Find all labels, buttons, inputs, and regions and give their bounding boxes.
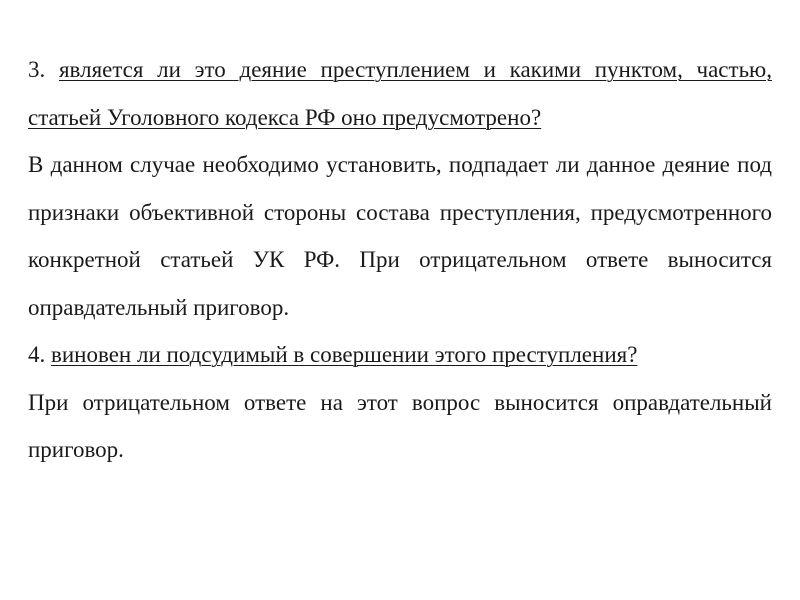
question-3 [28,46,772,141]
question-4-text: виновен ли подсудимый в совершении этого преступления? [51,342,638,367]
question-4-number: 4. [28,342,46,367]
question-4 [28,331,772,379]
question-3-number: 3. [28,57,46,82]
answer-3: В данном случае необходимо установить, подпадает ли данное деяние под признаки объективной стороны состава преступления, предусмотренного конкретной статьей УК РФ. При отрицательном ответе выносится оправдательный приговор. [28,152,772,320]
answer-4: При отрицательном ответе на этот вопрос выносится оправдательный приговор. [28,389,772,462]
question-3-text: является ли это деяние преступлением и какими пунктом, частью, статьей Уголовного кодекса РФ оно предусмотрено? [28,57,772,130]
